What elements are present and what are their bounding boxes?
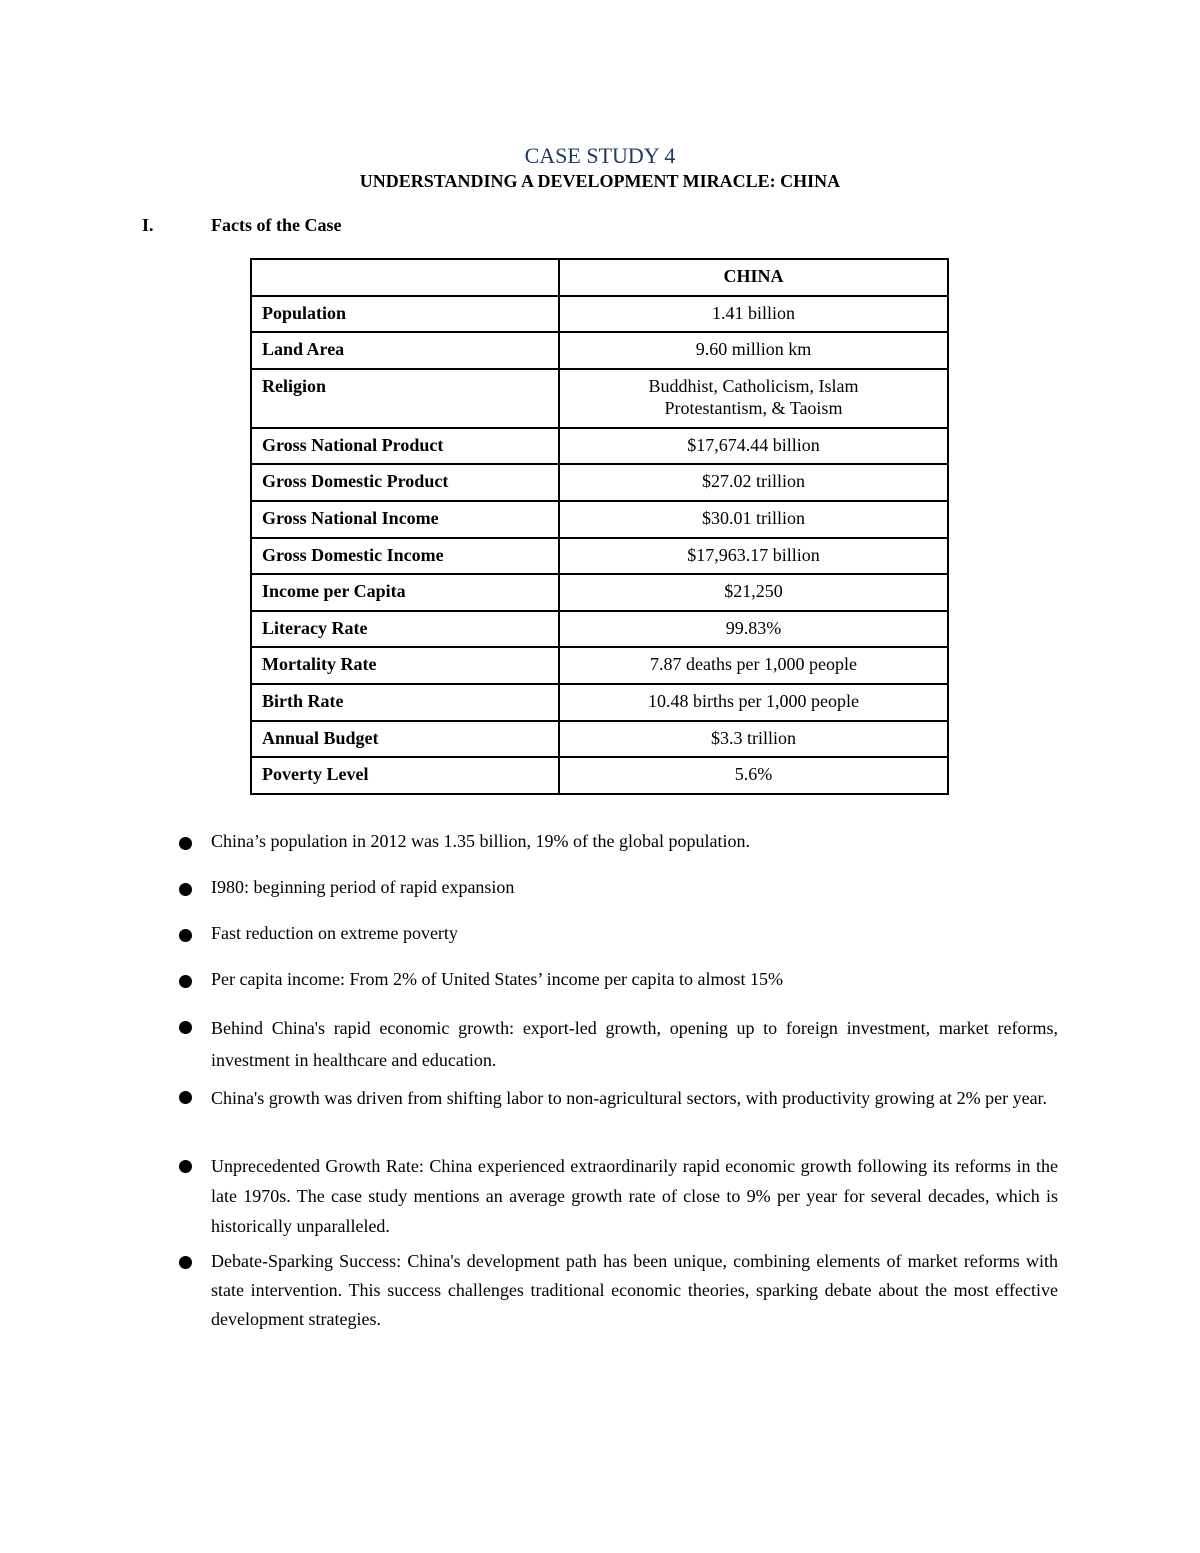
table-row xyxy=(251,721,948,758)
facts-bullet-list xyxy=(172,828,1058,1343)
row-value: $21,250 xyxy=(559,574,948,611)
table-row xyxy=(251,332,948,369)
list-item xyxy=(172,1151,1058,1247)
row-label: Population xyxy=(251,296,559,333)
list-item-text: China’s population in 2012 was 1.35 billion, 19% of the global population. xyxy=(211,831,750,851)
list-item-text: Debate-Sparking Success: China's development path has been unique, combining elements of market reforms with state intervention. This success challenges traditional economic theories, sparking debate about the most effective development strategies. xyxy=(211,1251,1058,1329)
list-item-text: I980: beginning period of rapid expansion xyxy=(211,877,515,897)
list-item xyxy=(172,1012,1058,1082)
list-item xyxy=(172,1082,1058,1151)
table-row xyxy=(251,684,948,721)
row-label: Mortality Rate xyxy=(251,647,559,684)
table-column-header: CHINA xyxy=(559,259,948,296)
table-row xyxy=(251,538,948,575)
table-row xyxy=(251,464,948,501)
row-label: Gross National Product xyxy=(251,428,559,465)
bullet-dot-icon xyxy=(179,975,192,988)
row-label: Poverty Level xyxy=(251,757,559,794)
religion-value: Buddhist, Catholicism, Islam Protestantism, & Taoism xyxy=(648,375,859,418)
case-study-subtitle: UNDERSTANDING A DEVELOPMENT MIRACLE: CHINA xyxy=(359,171,841,191)
list-item-text: Fast reduction on extreme poverty xyxy=(211,923,458,943)
list-item-text: Unprecedented Growth Rate: China experienced extraordinarily rapid economic growth following its reforms in the late 1970s. The case study mentions an average growth rate of close to 9% per year for several decades, which is historically unparalleled. xyxy=(211,1156,1058,1236)
list-item xyxy=(172,920,1058,966)
section-title: Facts of the Case xyxy=(211,215,342,235)
row-value: 5.6% xyxy=(559,757,948,794)
table-row xyxy=(251,611,948,648)
bullet-dot-icon xyxy=(179,1160,192,1173)
row-label: Income per Capita xyxy=(251,574,559,611)
row-value xyxy=(559,369,948,428)
list-item-text: Behind China's rapid economic growth: export-led growth, opening up to foreign investment, market reforms, investment in healthcare and education. xyxy=(211,1018,1058,1070)
row-label: Gross Domestic Income xyxy=(251,538,559,575)
list-item xyxy=(172,1247,1058,1343)
row-value: 7.87 deaths per 1,000 people xyxy=(559,647,948,684)
row-label: Annual Budget xyxy=(251,721,559,758)
row-label: Birth Rate xyxy=(251,684,559,721)
row-label: Literacy Rate xyxy=(251,611,559,648)
row-value: $3.3 trillion xyxy=(559,721,948,758)
row-value: $17,674.44 billion xyxy=(559,428,948,465)
table-header-empty-cell xyxy=(251,259,559,296)
bullet-dot-icon xyxy=(179,837,192,850)
row-value: $27.02 trillion xyxy=(559,464,948,501)
case-study-title: CASE STUDY 4 xyxy=(524,143,676,168)
section-number: I. xyxy=(142,215,154,235)
row-value: 9.60 million km xyxy=(559,332,948,369)
bullet-dot-icon xyxy=(179,929,192,942)
facts-table xyxy=(250,258,949,795)
bullet-dot-icon xyxy=(179,1256,192,1269)
row-label: Gross Domestic Product xyxy=(251,464,559,501)
row-label: Gross National Income xyxy=(251,501,559,538)
row-value: 1.41 billion xyxy=(559,296,948,333)
table-row xyxy=(251,757,948,794)
row-label: Land Area xyxy=(251,332,559,369)
list-item xyxy=(172,966,1058,1012)
table-row xyxy=(251,647,948,684)
row-value: $17,963.17 billion xyxy=(559,538,948,575)
bullet-dot-icon xyxy=(179,883,192,896)
list-item xyxy=(172,828,1058,874)
table-header-row xyxy=(251,259,948,296)
table-row xyxy=(251,501,948,538)
row-value: $30.01 trillion xyxy=(559,501,948,538)
table-row xyxy=(251,296,948,333)
table-row xyxy=(251,428,948,465)
bullet-dot-icon xyxy=(179,1021,192,1034)
row-value: 99.83% xyxy=(559,611,948,648)
row-value: 10.48 births per 1,000 people xyxy=(559,684,948,721)
table-row xyxy=(251,369,948,428)
bullet-dot-icon xyxy=(179,1091,192,1104)
list-item-text: Per capita income: From 2% of United States’ income per capita to almost 15% xyxy=(211,969,784,989)
list-item xyxy=(172,874,1058,920)
list-item-text: China's growth was driven from shifting labor to non-agricultural sectors, with productivity growing at 2% per year. xyxy=(211,1088,1048,1108)
table-row xyxy=(251,574,948,611)
row-label: Religion xyxy=(251,369,559,428)
